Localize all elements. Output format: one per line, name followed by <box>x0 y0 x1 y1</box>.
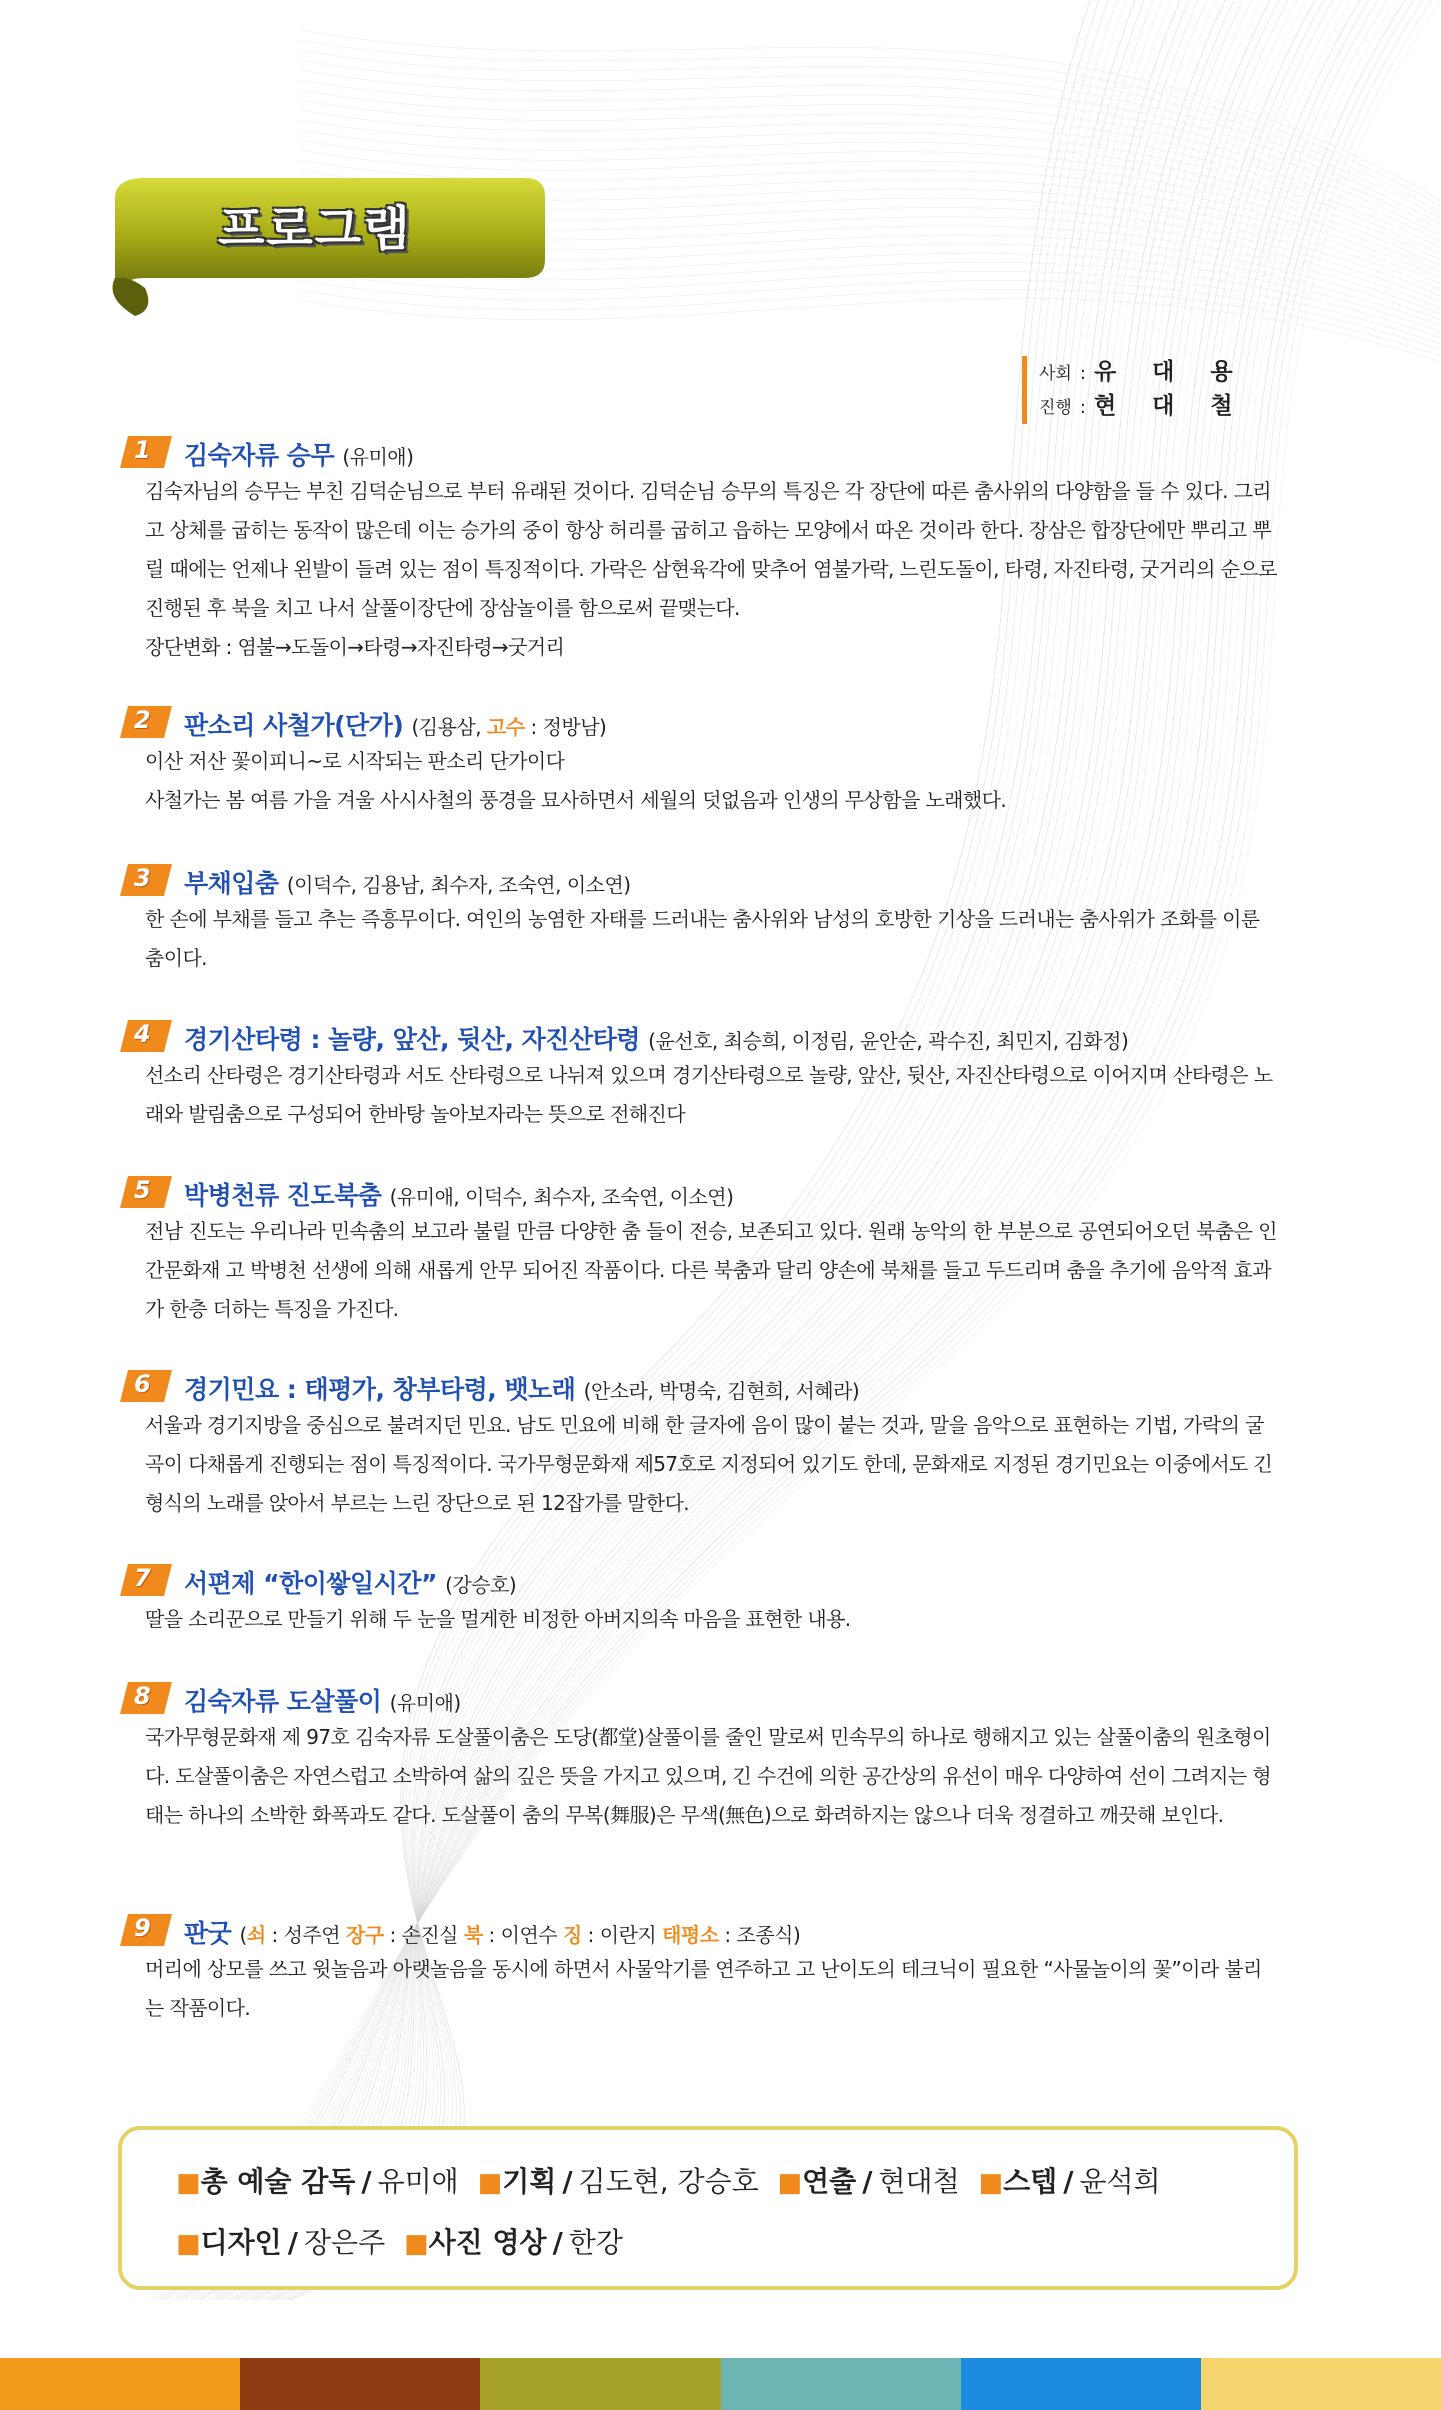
program-item <box>120 1678 1280 1835</box>
number-badge: 8 <box>120 1680 172 1716</box>
host-row-director: 진행 : 현 대 철 <box>1039 393 1247 419</box>
program-title: 판굿 (쇠 : 성주연 장구 : 손진실 북 : 이연수 징 : 이란지 태평소 : 조종식) <box>184 1919 801 1948</box>
program-description: 김숙자님의 승무는 부친 김덕순님으로 부터 유래된 것이다. 김덕순님 승무의 특징은 각 장단에 따른 춤사위의 다양함을 들 수 있다. 그리고 상체를 굽히는 동작이 많은데 이는 승가의 중이 항상 허리를 굽히고 읍하는 모양에서 따온 것이라 한다. 장삼은 합장단에만 뿌리고 뿌릴 때에는 언제나 왼발이 들려 있는 점이 특징적이다. 가락은 삼현육각에 맞추어 염불가락, 느린도돌이, 타령, 자진타령, 굿거리의 순으로 진행된 후 북을 치고 나서 살풀이장단에 장삼놀이를 함으로써 끝맺는다. 장단변화 : 염불→도돌이→타령→자진타령→굿거리 <box>145 479 1277 659</box>
credit-item: ■총 예술 감독 / 유미애 <box>176 2165 459 2198</box>
program-title: 경기민요 : 태평가, 창부타령, 뱃노래 (안소라, 박명숙, 김현희, 서혜라) <box>184 1375 860 1404</box>
host-info <box>1022 356 1247 424</box>
color-bar-segment <box>961 2358 1201 2410</box>
program-title: 서편제 “한이쌓일시간” (강승호) <box>184 1569 517 1598</box>
number-badge: 9 <box>120 1912 172 1948</box>
number-badge: 1 <box>120 434 172 470</box>
program-item <box>120 702 1280 820</box>
program-description: 딸을 소리꾼으로 만들기 위해 두 눈을 멀게한 비정한 아버지의속 마음을 표현한 내용. <box>145 1607 851 1631</box>
program-credits: (쇠 : 성주연 장구 : 손진실 북 : 이연수 징 : 이란지 태평소 : 조종식) <box>239 1923 801 1947</box>
program-description: 전남 진도는 우리나라 민속춤의 보고라 불릴 만큼 다양한 춤 들이 전승, 보존되고 있다. 원래 농악의 한 부분으로 공연되어오던 북춤은 인간문화재 고 박병천 선생에 의해 새롭게 안무 되어진 작품이다. 다른 북춤과 달리 양손에 북채를 들고 두드리며 춤을 추기에 음악적 효과가 한층 더하는 특징을 가진다. <box>145 1219 1277 1321</box>
color-bar-segment <box>1201 2358 1441 2410</box>
program-description: 국가무형문화재 제 97호 김숙자류 도살풀이춤은 도당(都堂)살풀이를 줄인 말로써 민속무의 하나로 행해지고 있는 살풀이춤의 원초형이다. 도살풀이춤은 자연스럽고 소박하여 삶의 깊은 뜻을 가지고 있으며, 긴 수건에 의한 공간상의 유선이 매우 다양하여 선이 그려지는 형태는 하나의 소박한 화폭과도 같다. 도살풀이 춤의 무복(舞服)은 무색(無色)으로 화려하지는 않으나 더욱 정결하고 깨끗해 보인다. <box>145 1725 1272 1827</box>
number-badge: 3 <box>120 862 172 898</box>
program-title: 부채입춤 (이덕수, 김용남, 최수자, 조숙연, 이소연) <box>184 869 631 898</box>
bottom-color-bar <box>0 2358 1441 2410</box>
credit-item: ■연출 / 현대철 <box>777 2165 960 2198</box>
number-badge: 2 <box>120 704 172 740</box>
credit-item: ■디자인 / 장은주 <box>176 2226 386 2259</box>
program-item <box>120 432 1280 667</box>
staff-credits-box <box>118 2126 1298 2290</box>
program-title: 박병천류 진도북춤 (유미애, 이덕수, 최수자, 조숙연, 이소연) <box>184 1181 734 1210</box>
color-bar-segment <box>240 2358 480 2410</box>
program-item <box>120 1366 1280 1523</box>
credits-line <box>176 2213 1294 2274</box>
program-item <box>120 860 1280 978</box>
program-description: 선소리 산타령은 경기산타령과 서도 산타령으로 나뉘져 있으며 경기산타령으로 놀량, 앞산, 뒷산, 자진산타령으로 이어지며 산타령은 노래와 발림춤으로 구성되어 한바탕 놀아보자라는 뜻으로 전해진다 <box>145 1063 1273 1126</box>
color-bar-segment <box>0 2358 240 2410</box>
credit-item: ■스텝 / 윤석희 <box>978 2165 1161 2198</box>
color-bar-segment <box>721 2358 961 2410</box>
program-description: 이산 저산 꽃이피니~로 시작되는 판소리 단가이다 사철가는 봄 여름 가을 겨울 사시사철의 풍경을 묘사하면서 세월의 덧없음과 인생의 무상함을 노래했다. <box>145 749 1007 812</box>
number-badge: 6 <box>120 1368 172 1404</box>
program-title: 김숙자류 도살풀이 (유미애) <box>184 1687 461 1716</box>
number-badge: 4 <box>120 1018 172 1054</box>
number-badge: 5 <box>120 1174 172 1210</box>
program-item <box>120 1910 1280 2028</box>
program-item <box>120 1016 1280 1134</box>
program-title: 판소리 사철가(단가) (김용삼, 고수 : 정방남) <box>184 711 607 740</box>
program-item <box>120 1560 1280 1639</box>
number-badge: 7 <box>120 1562 172 1598</box>
program-description: 한 손에 부채를 들고 추는 즉흥무이다. 여인의 농염한 자태를 드러내는 춤사위와 남성의 호방한 기상을 드러내는 춤사위가 조화를 이룬 춤이다. <box>145 907 1260 970</box>
program-description: 머리에 상모를 쓰고 윗놀음과 아랫놀음을 동시에 하면서 사물악기를 연주하고 고 난이도의 테크닉이 필요한 “사물놀이의 꽃”이라 불리는 작품이다. <box>145 1957 1262 2020</box>
color-bar-segment <box>480 2358 720 2410</box>
page-title: 프로그램 <box>218 201 412 257</box>
program-item <box>120 1172 1280 1329</box>
host-row-mc: 사회 : 유 대 용 <box>1039 359 1247 385</box>
credit-item: ■사진 영상 / 한강 <box>404 2226 623 2259</box>
credits-line <box>176 2152 1294 2213</box>
program-title: 김숙자류 승무 (유미애) <box>184 441 414 470</box>
credit-item: ■기획 / 김도현, 강승호 <box>477 2165 759 2198</box>
program-description: 서울과 경기지방을 중심으로 불려지던 민요. 남도 민요에 비해 한 글자에 음이 많이 붙는 것과, 말을 음악으로 표현하는 기법, 가락의 굴곡이 다채롭게 진행되는 점이 특징적이다. 국가무형문화재 제57호로 지정되어 있기도 한데, 문화재로 지정된 경기민요는 이중에서도 긴형식의 노래를 앉아서 부르는 느린 장단으로 된 12잡가를 말한다. <box>145 1413 1273 1515</box>
program-title: 경기산타령 : 놀량, 앞산, 뒷산, 자진산타령 (윤선호, 최승희, 이정림, 윤안순, 곽수진, 최민지, 김화정) <box>184 1025 1129 1054</box>
